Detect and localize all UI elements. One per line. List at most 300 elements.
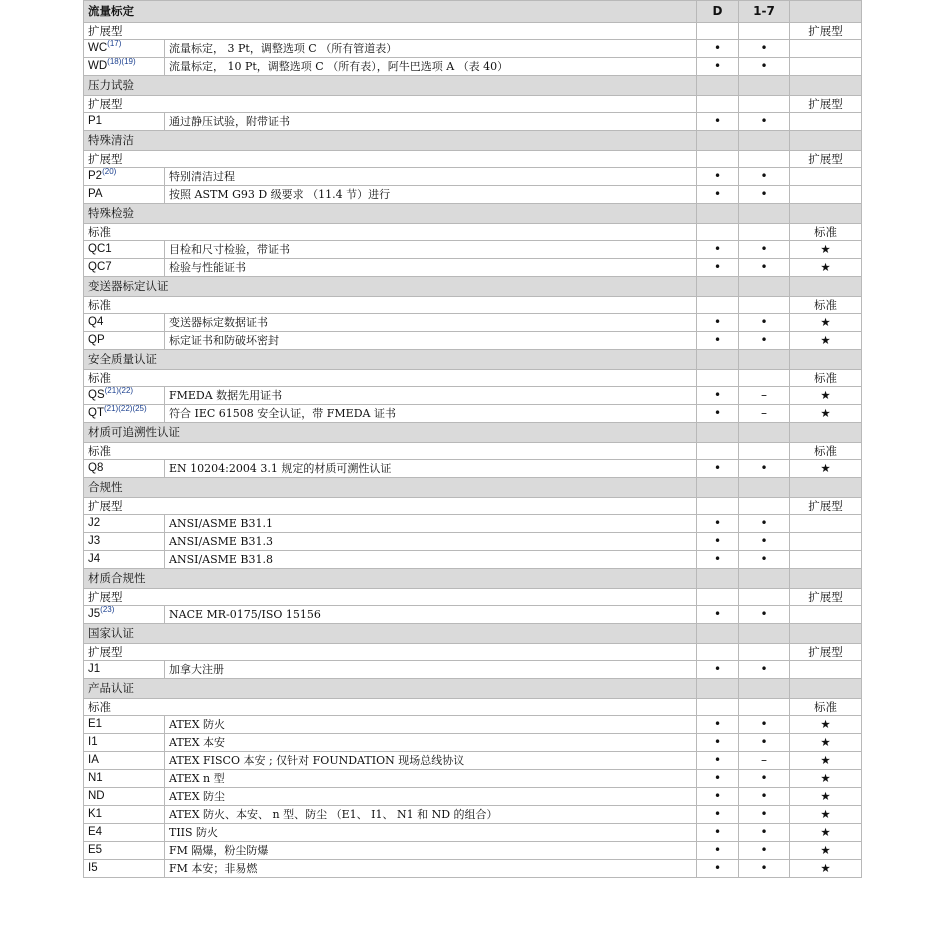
option-description: 变送器标定数据证书 bbox=[165, 314, 697, 332]
table-row bbox=[84, 606, 862, 624]
availability-1-7: – bbox=[739, 405, 790, 423]
section-subhead: 扩展型 bbox=[84, 644, 697, 661]
section-subhead: 扩展型 bbox=[84, 589, 697, 606]
option-code-cell bbox=[84, 661, 165, 679]
option-code: J4 bbox=[88, 553, 101, 565]
section-subhead: 标准 bbox=[84, 297, 697, 314]
option-code: E1 bbox=[88, 718, 103, 730]
option-code: P2 bbox=[88, 170, 103, 182]
package-label: 标准 bbox=[790, 443, 862, 460]
availability-1-7: • bbox=[739, 113, 790, 131]
package-star: ★ bbox=[790, 460, 862, 478]
availability-1-7: • bbox=[739, 314, 790, 332]
section-col-d bbox=[697, 679, 739, 699]
package-star: ★ bbox=[790, 332, 862, 350]
option-code-cell bbox=[84, 515, 165, 533]
package-star bbox=[790, 58, 862, 76]
table-row bbox=[84, 806, 862, 824]
availability-d: • bbox=[697, 661, 739, 679]
option-description: FM 隔爆，粉尘防爆 bbox=[165, 842, 697, 860]
subhead-col-d bbox=[697, 589, 739, 606]
option-code-cell bbox=[84, 824, 165, 842]
section-col-d bbox=[697, 131, 739, 151]
subhead-col-d bbox=[697, 498, 739, 515]
package-star bbox=[790, 186, 862, 204]
table-row bbox=[84, 314, 862, 332]
package-star: ★ bbox=[790, 259, 862, 277]
availability-d: • bbox=[697, 752, 739, 770]
section-col-package bbox=[790, 76, 862, 96]
table-row bbox=[84, 186, 862, 204]
package-label: 标准 bbox=[790, 370, 862, 387]
availability-1-7: • bbox=[739, 770, 790, 788]
header-title: 流量标定 bbox=[84, 1, 697, 23]
option-code: IA bbox=[88, 754, 99, 766]
option-code: J3 bbox=[88, 535, 101, 547]
section-title: 特殊检验 bbox=[84, 204, 697, 224]
availability-1-7: • bbox=[739, 241, 790, 259]
option-code: E5 bbox=[88, 844, 103, 856]
section-title: 特殊清洁 bbox=[84, 131, 697, 151]
subhead-col-1-7 bbox=[739, 23, 790, 40]
option-code: E4 bbox=[88, 826, 103, 838]
subhead-col-1-7 bbox=[739, 644, 790, 661]
availability-1-7: • bbox=[739, 551, 790, 569]
availability-d: • bbox=[697, 606, 739, 624]
subhead-col-d bbox=[697, 644, 739, 661]
table-row bbox=[84, 842, 862, 860]
availability-1-7: • bbox=[739, 40, 790, 58]
availability-d: • bbox=[697, 788, 739, 806]
section-title-row bbox=[84, 679, 862, 699]
section-subhead-row bbox=[84, 443, 862, 460]
availability-1-7: – bbox=[739, 752, 790, 770]
package-label: 扩展型 bbox=[790, 23, 862, 40]
availability-d: • bbox=[697, 824, 739, 842]
availability-d: • bbox=[697, 551, 739, 569]
subhead-col-1-7 bbox=[739, 498, 790, 515]
availability-d: • bbox=[697, 860, 739, 878]
option-code: J5 bbox=[88, 608, 101, 620]
section-col-1-7 bbox=[739, 131, 790, 151]
availability-d: • bbox=[697, 770, 739, 788]
section-subhead-row bbox=[84, 297, 862, 314]
section-title: 变送器标定认证 bbox=[84, 277, 697, 297]
option-code: QP bbox=[88, 334, 105, 346]
availability-d: • bbox=[697, 58, 739, 76]
option-description: 标定证书和防破坏密封 bbox=[165, 332, 697, 350]
option-code-cell bbox=[84, 806, 165, 824]
option-code-cell bbox=[84, 752, 165, 770]
option-code: WD bbox=[88, 60, 108, 72]
package-star: ★ bbox=[790, 770, 862, 788]
package-label: 标准 bbox=[790, 297, 862, 314]
option-code-cell bbox=[84, 533, 165, 551]
package-star: ★ bbox=[790, 734, 862, 752]
package-star: ★ bbox=[790, 752, 862, 770]
package-label: 扩展型 bbox=[790, 589, 862, 606]
subhead-col-1-7 bbox=[739, 151, 790, 168]
availability-d: • bbox=[697, 259, 739, 277]
table-row bbox=[84, 113, 862, 131]
availability-d: • bbox=[697, 113, 739, 131]
availability-1-7: • bbox=[739, 716, 790, 734]
availability-1-7: • bbox=[739, 259, 790, 277]
availability-d: • bbox=[697, 716, 739, 734]
footnote-ref: (21)(22) bbox=[104, 386, 134, 395]
option-code-cell bbox=[84, 460, 165, 478]
package-star: ★ bbox=[790, 860, 862, 878]
option-description: TIIS 防火 bbox=[165, 824, 697, 842]
availability-1-7: • bbox=[739, 860, 790, 878]
package-label: 扩展型 bbox=[790, 96, 862, 113]
section-subhead-row bbox=[84, 96, 862, 113]
option-description: 通过静压试验，附带证书 bbox=[165, 113, 697, 131]
table-row bbox=[84, 770, 862, 788]
option-code: QC7 bbox=[88, 261, 112, 273]
availability-1-7: • bbox=[739, 661, 790, 679]
package-star: ★ bbox=[790, 716, 862, 734]
table-row bbox=[84, 332, 862, 350]
footnote-ref: (21)(22)(25) bbox=[103, 404, 147, 413]
option-code: P1 bbox=[88, 115, 103, 127]
package-label: 扩展型 bbox=[790, 644, 862, 661]
availability-d: • bbox=[697, 186, 739, 204]
section-title-row bbox=[84, 350, 862, 370]
subhead-col-1-7 bbox=[739, 443, 790, 460]
section-subhead: 标准 bbox=[84, 370, 697, 387]
section-subhead: 扩展型 bbox=[84, 151, 697, 168]
option-description: 检验与性能证书 bbox=[165, 259, 697, 277]
availability-1-7: • bbox=[739, 460, 790, 478]
option-code: ND bbox=[88, 790, 105, 802]
subhead-col-1-7 bbox=[739, 589, 790, 606]
subhead-col-d bbox=[697, 297, 739, 314]
option-code: J1 bbox=[88, 663, 101, 675]
option-description: NACE MR-0175/ISO 15156 bbox=[165, 606, 697, 624]
package-star: ★ bbox=[790, 314, 862, 332]
section-col-1-7 bbox=[739, 350, 790, 370]
section-subhead-row bbox=[84, 151, 862, 168]
section-subhead: 扩展型 bbox=[84, 498, 697, 515]
option-code-cell bbox=[84, 770, 165, 788]
table-header-row bbox=[84, 1, 862, 23]
option-description: ANSI/ASME B31.8 bbox=[165, 551, 697, 569]
option-description: 流量标定， 10 Pt，调整选项 C （所有表），阿牛巴选项 A （表 40） bbox=[165, 58, 697, 76]
section-title: 合规性 bbox=[84, 478, 697, 498]
availability-d: • bbox=[697, 40, 739, 58]
availability-d: • bbox=[697, 405, 739, 423]
package-star: ★ bbox=[790, 387, 862, 405]
section-col-package bbox=[790, 423, 862, 443]
table-row bbox=[84, 551, 862, 569]
option-code-cell bbox=[84, 606, 165, 624]
option-code-cell bbox=[84, 387, 165, 405]
package-star: ★ bbox=[790, 788, 862, 806]
subhead-col-d bbox=[697, 224, 739, 241]
section-col-package bbox=[790, 624, 862, 644]
section-subhead: 扩展型 bbox=[84, 23, 697, 40]
section-title-row bbox=[84, 131, 862, 151]
table-row bbox=[84, 460, 862, 478]
table-row bbox=[84, 824, 862, 842]
option-code: I1 bbox=[88, 736, 98, 748]
option-code-cell bbox=[84, 842, 165, 860]
table-row bbox=[84, 387, 862, 405]
option-code-cell bbox=[84, 734, 165, 752]
section-col-d bbox=[697, 569, 739, 589]
availability-1-7: • bbox=[739, 515, 790, 533]
package-star: ★ bbox=[790, 405, 862, 423]
options-table bbox=[83, 0, 862, 878]
option-code: QS bbox=[88, 389, 105, 401]
section-title-row bbox=[84, 204, 862, 224]
section-col-package bbox=[790, 569, 862, 589]
section-title: 材质可追溯性认证 bbox=[84, 423, 697, 443]
header-col-package bbox=[790, 1, 862, 23]
section-col-d bbox=[697, 350, 739, 370]
availability-1-7: • bbox=[739, 734, 790, 752]
package-star bbox=[790, 661, 862, 679]
table-row bbox=[84, 40, 862, 58]
availability-1-7: • bbox=[739, 332, 790, 350]
option-code: QT bbox=[88, 407, 104, 419]
availability-1-7: • bbox=[739, 168, 790, 186]
footnote-ref: (20) bbox=[102, 167, 117, 176]
section-col-1-7 bbox=[739, 624, 790, 644]
section-title-row bbox=[84, 423, 862, 443]
availability-d: • bbox=[697, 314, 739, 332]
table-row bbox=[84, 734, 862, 752]
option-code: Q4 bbox=[88, 316, 104, 328]
availability-d: • bbox=[697, 387, 739, 405]
section-col-package bbox=[790, 277, 862, 297]
section-col-1-7 bbox=[739, 423, 790, 443]
section-col-package bbox=[790, 478, 862, 498]
availability-d: • bbox=[697, 332, 739, 350]
option-code: I5 bbox=[88, 862, 98, 874]
section-col-d bbox=[697, 204, 739, 224]
availability-1-7: • bbox=[739, 533, 790, 551]
option-code-cell bbox=[84, 40, 165, 58]
availability-1-7: • bbox=[739, 58, 790, 76]
section-title-row bbox=[84, 76, 862, 96]
section-subhead-row bbox=[84, 224, 862, 241]
availability-d: • bbox=[697, 241, 739, 259]
package-star: ★ bbox=[790, 842, 862, 860]
availability-1-7: • bbox=[739, 824, 790, 842]
subhead-col-1-7 bbox=[739, 699, 790, 716]
section-col-d bbox=[697, 277, 739, 297]
section-title-row bbox=[84, 277, 862, 297]
option-description: 目检和尺寸检验，带证书 bbox=[165, 241, 697, 259]
section-title: 产品认证 bbox=[84, 679, 697, 699]
subhead-col-d bbox=[697, 151, 739, 168]
options-table-body bbox=[84, 1, 862, 878]
table-row bbox=[84, 661, 862, 679]
package-star bbox=[790, 551, 862, 569]
section-col-1-7 bbox=[739, 76, 790, 96]
package-star: ★ bbox=[790, 241, 862, 259]
subhead-col-d bbox=[697, 443, 739, 460]
option-description: ANSI/ASME B31.1 bbox=[165, 515, 697, 533]
subhead-col-d bbox=[697, 23, 739, 40]
section-subhead-row bbox=[84, 699, 862, 716]
option-code: QC1 bbox=[88, 243, 112, 255]
options-table-sheet bbox=[83, 0, 861, 878]
section-title-row bbox=[84, 478, 862, 498]
footnote-ref: (18)(19) bbox=[107, 57, 136, 66]
option-code: N1 bbox=[88, 772, 103, 784]
header-col-d: D bbox=[697, 1, 739, 23]
section-col-1-7 bbox=[739, 478, 790, 498]
availability-d: • bbox=[697, 168, 739, 186]
option-description: ATEX 防尘 bbox=[165, 788, 697, 806]
option-description: ANSI/ASME B31.3 bbox=[165, 533, 697, 551]
option-code: K1 bbox=[88, 808, 103, 820]
package-star: ★ bbox=[790, 806, 862, 824]
section-title: 安全质量认证 bbox=[84, 350, 697, 370]
option-description: 加拿大注册 bbox=[165, 661, 697, 679]
subhead-col-1-7 bbox=[739, 297, 790, 314]
option-code: WC bbox=[88, 42, 108, 54]
option-description: ATEX 防火 bbox=[165, 716, 697, 734]
availability-d: • bbox=[697, 842, 739, 860]
section-subhead-row bbox=[84, 370, 862, 387]
availability-d: • bbox=[697, 460, 739, 478]
section-col-d bbox=[697, 478, 739, 498]
package-label: 标准 bbox=[790, 224, 862, 241]
package-label: 扩展型 bbox=[790, 498, 862, 515]
availability-1-7: • bbox=[739, 842, 790, 860]
availability-d: • bbox=[697, 515, 739, 533]
section-col-d bbox=[697, 624, 739, 644]
option-code-cell bbox=[84, 58, 165, 76]
section-title-row bbox=[84, 624, 862, 644]
package-star bbox=[790, 515, 862, 533]
option-code-cell bbox=[84, 551, 165, 569]
subhead-col-d bbox=[697, 699, 739, 716]
option-description: 符合 IEC 61508 安全认证，带 FMEDA 证书 bbox=[165, 405, 697, 423]
section-col-1-7 bbox=[739, 679, 790, 699]
section-col-1-7 bbox=[739, 569, 790, 589]
availability-d: • bbox=[697, 806, 739, 824]
subhead-col-d bbox=[697, 370, 739, 387]
section-col-d bbox=[697, 76, 739, 96]
subhead-col-1-7 bbox=[739, 96, 790, 113]
section-col-package bbox=[790, 350, 862, 370]
subhead-col-d bbox=[697, 96, 739, 113]
footnote-ref: (23) bbox=[100, 605, 115, 614]
option-description: ATEX 本安 bbox=[165, 734, 697, 752]
option-description: FM 本安；非易燃 bbox=[165, 860, 697, 878]
option-code-cell bbox=[84, 113, 165, 131]
package-star bbox=[790, 533, 862, 551]
section-col-package bbox=[790, 204, 862, 224]
package-star bbox=[790, 168, 862, 186]
option-description: ATEX 防火、本安、 n 型、防尘 （E1、 I1、 N1 和 ND 的组合） bbox=[165, 806, 697, 824]
option-description: ATEX FISCO 本安 ; 仅针对 FOUNDATION 现场总线协议 bbox=[165, 752, 697, 770]
section-title: 国家认证 bbox=[84, 624, 697, 644]
availability-d: • bbox=[697, 533, 739, 551]
option-description: ATEX n 型 bbox=[165, 770, 697, 788]
availability-1-7: • bbox=[739, 606, 790, 624]
section-subhead-row bbox=[84, 23, 862, 40]
section-subhead-row bbox=[84, 589, 862, 606]
availability-1-7: • bbox=[739, 186, 790, 204]
option-code-cell bbox=[84, 314, 165, 332]
option-description: 特别清洁过程 bbox=[165, 168, 697, 186]
option-code-cell bbox=[84, 716, 165, 734]
table-row bbox=[84, 58, 862, 76]
section-col-package bbox=[790, 679, 862, 699]
option-code: PA bbox=[88, 188, 103, 200]
section-subhead: 标准 bbox=[84, 699, 697, 716]
package-label: 标准 bbox=[790, 699, 862, 716]
section-col-package bbox=[790, 131, 862, 151]
section-subhead: 标准 bbox=[84, 443, 697, 460]
table-row bbox=[84, 168, 862, 186]
section-col-1-7 bbox=[739, 277, 790, 297]
package-star bbox=[790, 113, 862, 131]
option-description: EN 10204:2004 3.1 规定的材质可溯性认证 bbox=[165, 460, 697, 478]
table-row bbox=[84, 860, 862, 878]
package-star: ★ bbox=[790, 824, 862, 842]
availability-1-7: • bbox=[739, 788, 790, 806]
option-code-cell bbox=[84, 860, 165, 878]
subhead-col-1-7 bbox=[739, 224, 790, 241]
package-star bbox=[790, 40, 862, 58]
section-col-1-7 bbox=[739, 204, 790, 224]
section-subhead: 标准 bbox=[84, 224, 697, 241]
option-description: FMEDA 数据先用证书 bbox=[165, 387, 697, 405]
table-row bbox=[84, 752, 862, 770]
section-title-row bbox=[84, 569, 862, 589]
table-row bbox=[84, 533, 862, 551]
table-row bbox=[84, 788, 862, 806]
option-code-cell bbox=[84, 241, 165, 259]
option-code-cell bbox=[84, 788, 165, 806]
option-code: Q8 bbox=[88, 462, 104, 474]
section-subhead: 扩展型 bbox=[84, 96, 697, 113]
footnote-ref: (17) bbox=[107, 39, 122, 48]
table-row bbox=[84, 259, 862, 277]
table-row bbox=[84, 405, 862, 423]
section-col-d bbox=[697, 423, 739, 443]
option-code-cell bbox=[84, 168, 165, 186]
header-col-1-7: 1-7 bbox=[739, 1, 790, 23]
package-star bbox=[790, 606, 862, 624]
option-code-cell bbox=[84, 405, 165, 423]
section-title: 压力试验 bbox=[84, 76, 697, 96]
option-code-cell bbox=[84, 332, 165, 350]
availability-d: • bbox=[697, 734, 739, 752]
table-row bbox=[84, 515, 862, 533]
section-subhead-row bbox=[84, 644, 862, 661]
option-code-cell bbox=[84, 259, 165, 277]
package-label: 扩展型 bbox=[790, 151, 862, 168]
section-title: 材质合规性 bbox=[84, 569, 697, 589]
table-row bbox=[84, 716, 862, 734]
availability-1-7: • bbox=[739, 806, 790, 824]
subhead-col-1-7 bbox=[739, 370, 790, 387]
option-code-cell bbox=[84, 186, 165, 204]
availability-1-7: – bbox=[739, 387, 790, 405]
option-description: 流量标定， 3 Pt，调整选项 C （所有管道表） bbox=[165, 40, 697, 58]
option-code: J2 bbox=[88, 517, 101, 529]
table-row bbox=[84, 241, 862, 259]
section-subhead-row bbox=[84, 498, 862, 515]
